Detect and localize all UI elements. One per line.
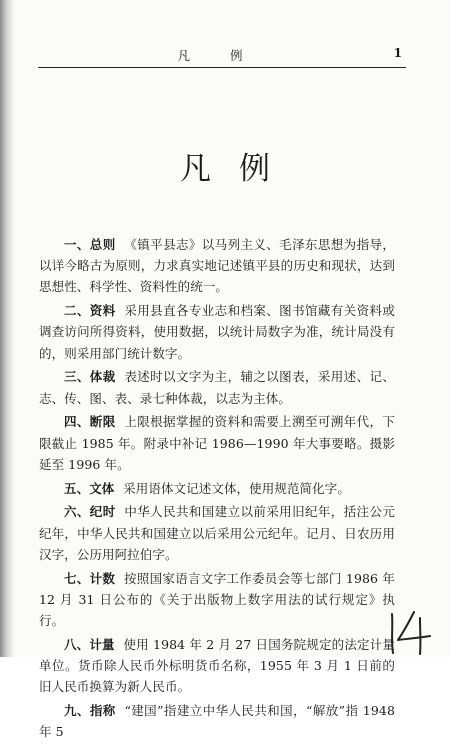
paragraph-text: 上限根据掌握的资料和需要上溯至可溯年代，下限截止 1985 年。附录中补记 1986—1990 年大事要略。摄影延至 1996 年。: [39, 414, 395, 472]
paragraph-term: 七、计数: [64, 570, 116, 586]
handwritten-page-mark: [384, 610, 434, 655]
paragraph-text: 《镇平县志》以马列主义、毛泽东思想为指导，以详今略古为原则，力求真实地记述镇平县的历史和现状，达到思想性、科学性、资料性的统一。: [39, 237, 395, 295]
paragraph-general: [39, 234, 395, 298]
paragraph-measurement: [39, 634, 395, 698]
paragraph-text: “建国”指建立中华人民共和国，“解放”指 1948 年 5: [39, 703, 395, 740]
binding-shadow: [0, 0, 14, 657]
paragraph-genre: [39, 366, 395, 408]
paragraph-text: 采用县直各专业志和档案、图书馆藏有关资料或调查访问所得资料，使用数据，以统计局数字为准，统计局没有的，则采用部门统计数字。: [39, 303, 395, 361]
body-text: [39, 234, 395, 745]
paragraph-term: 五、文体: [64, 480, 115, 496]
paragraph-term: 六、纪时: [64, 504, 116, 520]
header-title: 凡 例: [177, 48, 261, 63]
paragraph-numbers: [39, 568, 395, 632]
paragraph-designations: [39, 700, 395, 742]
paragraph-term: 八、计量: [64, 636, 115, 652]
page-number: 1: [393, 46, 402, 60]
paragraph-dating: [39, 501, 395, 565]
paragraph-style: [39, 478, 395, 499]
paragraph-text: 采用语体文记述文体，使用规范简化字。: [123, 480, 350, 496]
paragraph-text: 按照国家语言文字工作委员会等七部门 1986 年 12 月 31 日公布的《关于出版物上数字用法的试行规定》执行。: [39, 570, 395, 629]
page-title: 凡例: [180, 151, 298, 187]
paragraph-term: 九、指称: [64, 703, 116, 719]
paragraph-time-limits: [39, 411, 395, 475]
paragraph-text: 使用 1984 年 2 月 27 日国务院规定的法定计量单位。货币除人民币外标明货币名称，1955 年 3 月 1 日前的旧人民币换算为新人民币。: [39, 636, 396, 695]
paragraph-term: 一、总则: [64, 237, 116, 252]
paragraph-text: 中华人民共和国建立以前采用旧纪年，括注公元纪年，中华人民共和国建立以后采用公元纪年。记月、日农历用汉字，公历用阿拉伯字。: [39, 504, 395, 562]
header-rule: [38, 67, 406, 68]
paragraph-sources: [39, 300, 395, 364]
paragraph-text: 表述时以文字为主，辅之以图表，采用述、记、志、传、图、表、录七种体裁，以志为主体。: [39, 369, 395, 406]
paragraph-term: 四、断限: [64, 414, 116, 430]
paragraph-term: 二、资料: [64, 303, 116, 319]
running-header: [14, 46, 406, 68]
paragraph-term: 三、体裁: [64, 369, 116, 385]
